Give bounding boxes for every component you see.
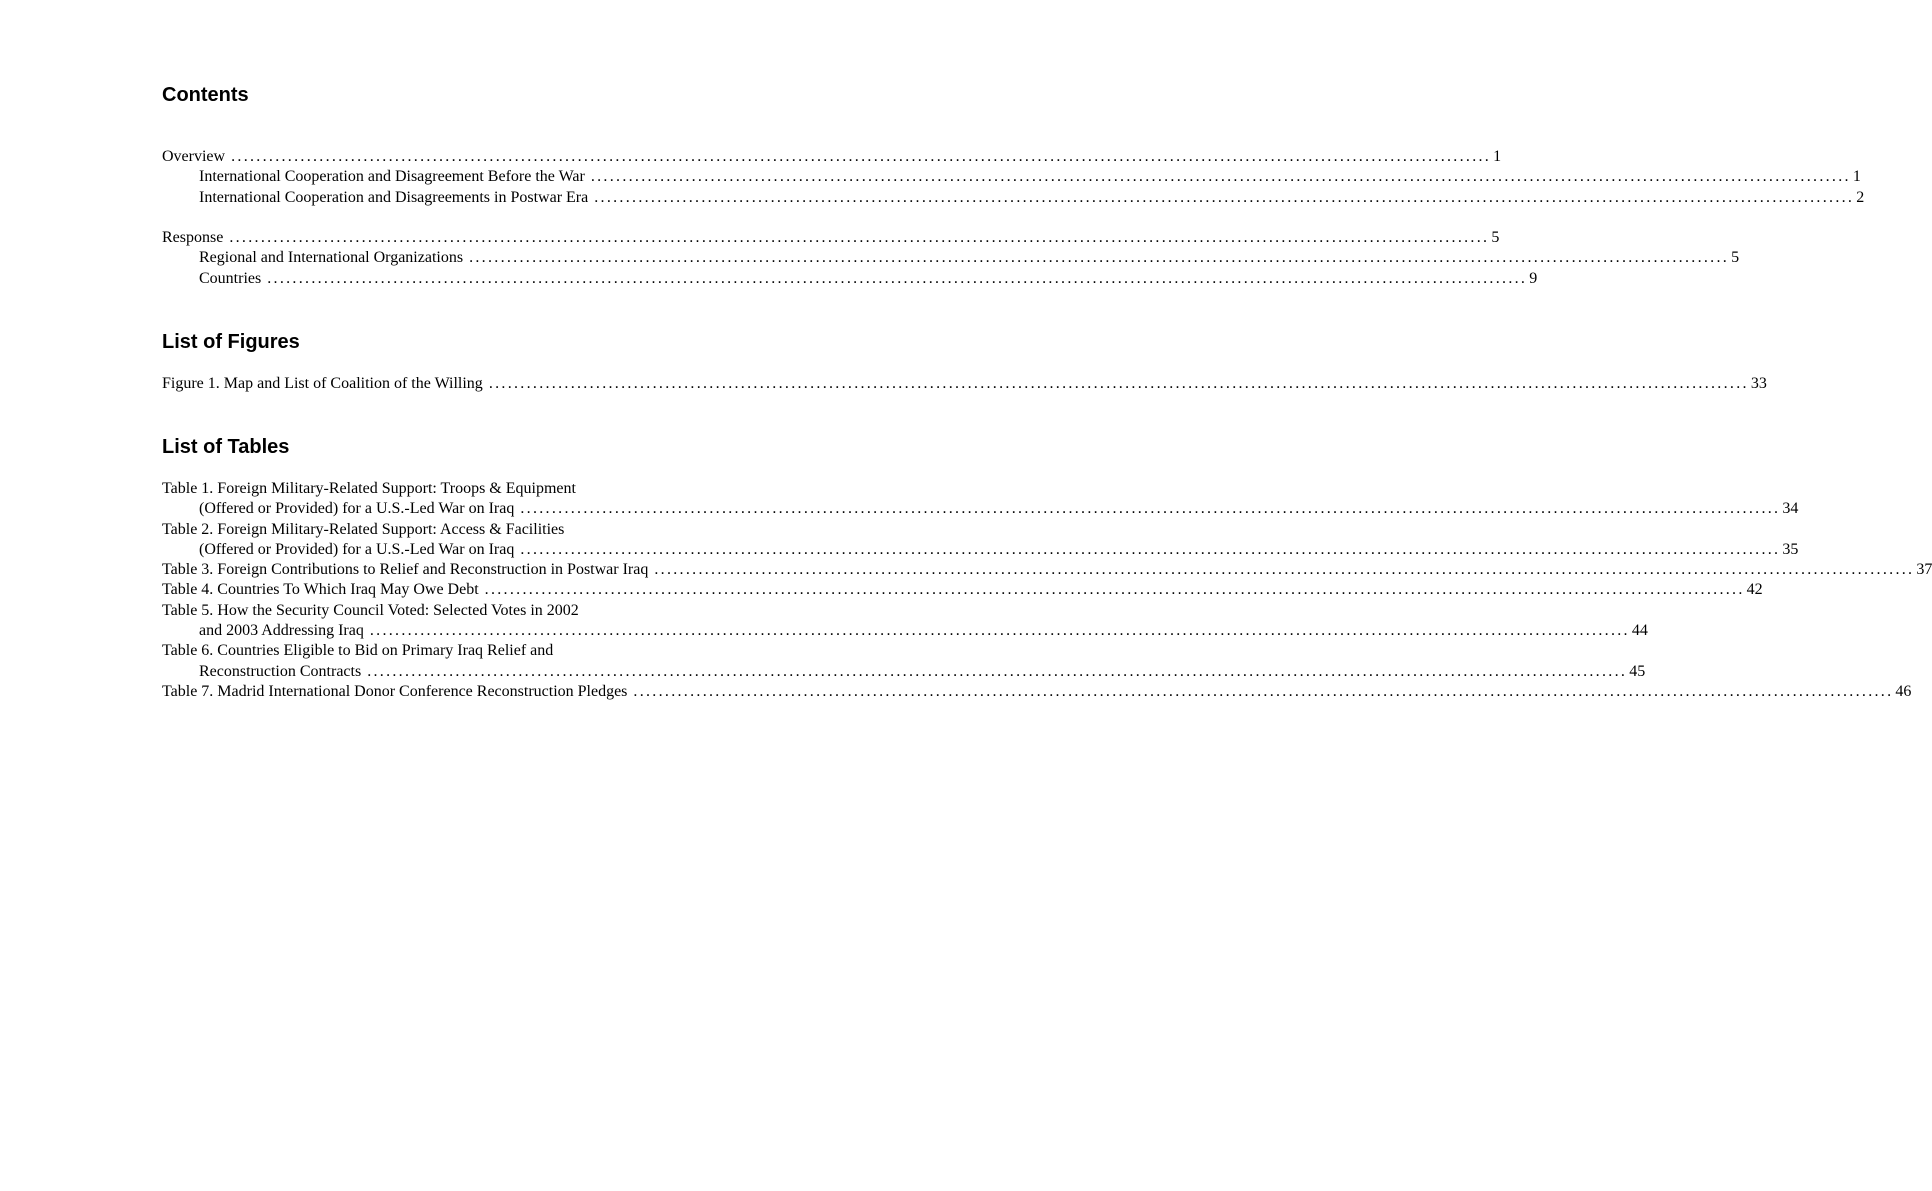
toc-entry-postwar[interactable] [162,188,1865,208]
contents-section [162,83,758,107]
table-entry-line2: Reconstruction Contracts [199,662,362,680]
table-entry-line2-row [162,540,1799,560]
table-entry-page: 45 [1629,662,1646,680]
figure-entry-1[interactable] [162,374,1767,394]
table-entry-line1: Table 5. How the Security Council Voted: Selected Votes in 2002 [162,601,579,619]
table-entry-line2-row [162,499,1799,519]
toc-entry-overview[interactable] [162,147,1502,167]
toc-entry-title: Regional and International Organizations [199,249,464,267]
tables-heading: List of Tables [162,436,290,458]
dot-leader: ........................................................................................................................................................................................................ [633,682,1894,700]
table-entry-line1: Table 1. Foreign Military-Related Support: Troops & Equipment [162,480,576,497]
toc-entry-title: Overview [162,148,226,165]
table-entry-line2-row [162,621,1648,641]
dot-leader: ........................................................................................................................................................................................................ [231,148,1492,165]
table-entry-5[interactable] [162,601,1648,642]
figures-section [162,330,758,354]
dot-leader: ........................................................................................................................................................................................................ [594,188,1855,206]
table-entry-2[interactable] [162,520,1799,561]
figure-entry-page: 33 [1750,375,1767,392]
tables-list [162,479,1932,702]
toc-entry-title: Countries [199,269,262,287]
dot-leader: ........................................................................................................................................................................................................ [267,269,1528,287]
table-entry-3[interactable] [162,560,1932,580]
table-entry-page: 37 [1916,561,1932,579]
table-entry-title: Table 4. Countries To Which Iraq May Owe Debt [162,581,479,599]
table-entry-6[interactable] [162,641,1646,682]
toc-entry-response[interactable] [162,228,1500,248]
contents-heading: Contents [162,84,249,106]
table-entry-7[interactable] [162,682,1912,702]
dot-leader: ........................................................................................................................................................................................................ [367,662,1628,680]
toc-entry-title: International Cooperation and Disagreements in Postwar Era [199,188,589,206]
toc-entry-title: International Cooperation and Disagreement Before the War [199,168,585,186]
dot-leader: ........................................................................................................................................................................................................ [484,581,1745,599]
contents-group-response [162,228,1740,289]
dot-leader: ........................................................................................................................................................................................................ [520,540,1781,558]
toc-entry-page: 1 [1493,148,1502,165]
table-entry-page: 35 [1782,540,1799,558]
table-entry-line2-row [162,662,1646,682]
toc-entry-page: 5 [1491,229,1500,246]
toc-entry-page: 9 [1529,269,1538,287]
toc-entry-countries[interactable] [162,269,1538,289]
dot-leader: ........................................................................................................................................................................................................ [654,561,1915,579]
toc-entry-title: Response [162,229,224,246]
figures-heading: List of Figures [162,331,300,353]
table-entry-line1: Table 6. Countries Eligible to Bid on Primary Iraq Relief and [162,642,554,660]
table-entry-page: 42 [1746,581,1763,599]
toc-entry-page: 1 [1852,168,1861,186]
table-entry-1[interactable] [162,479,1799,520]
figure-entry-title: Figure 1. Map and List of Coalition of the Willing [162,375,483,392]
table-entry-line2: (Offered or Provided) for a U.S.-Led War on Iraq [199,500,515,518]
dot-leader: ........................................................................................................................................................................................................ [469,249,1730,267]
toc-entry-before-war[interactable] [162,167,1861,187]
table-entry-title: Table 3. Foreign Contributions to Relief and Reconstruction in Postwar Iraq [162,561,649,579]
table-entry-title: Table 7. Madrid International Donor Conference Reconstruction Pledges [162,682,628,700]
table-entry-4[interactable] [162,580,1763,600]
toc-entry-page: 2 [1856,188,1865,206]
contents-group-overview [162,147,1865,208]
tables-section [162,435,758,459]
dot-leader: ........................................................................................................................................................................................................ [590,168,1851,186]
dot-leader: ........................................................................................................................................................................................................ [488,375,1749,392]
toc-entry-page: 5 [1731,249,1740,267]
dot-leader: ........................................................................................................................................................................................................ [229,229,1490,246]
toc-entry-organizations[interactable] [162,248,1740,268]
table-entry-line2: and 2003 Addressing Iraq [199,622,364,640]
table-entry-page: 44 [1631,622,1648,640]
table-entry-line2: (Offered or Provided) for a U.S.-Led War on Iraq [199,540,515,558]
table-entry-line1: Table 2. Foreign Military-Related Support: Access & Facilities [162,520,565,538]
table-entry-page: 46 [1895,682,1912,700]
dot-leader: ........................................................................................................................................................................................................ [520,500,1781,518]
table-entry-page: 34 [1782,500,1799,518]
figures-list [162,374,1767,394]
dot-leader: ........................................................................................................................................................................................................ [369,622,1630,640]
